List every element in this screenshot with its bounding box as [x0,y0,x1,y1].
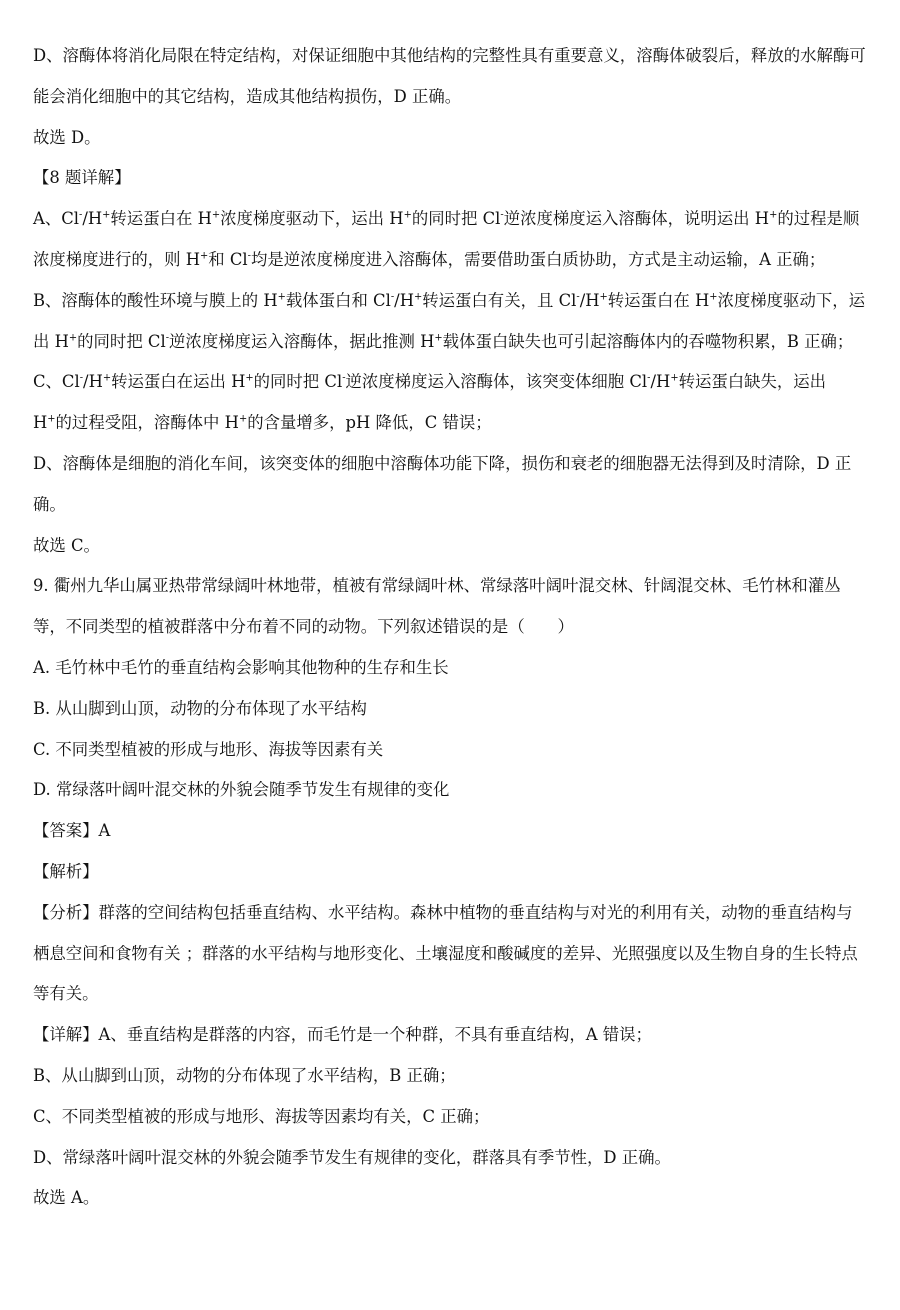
superscript: + [238,413,248,425]
text-run: 载体蛋白和 Cl [285,290,391,310]
superscript: - [342,372,346,384]
text-run: 【解析】 [33,861,99,881]
text-run: 的过程是顺浓度梯度进行的，则 H [33,209,860,269]
text-run: 故选 C。 [33,535,100,555]
superscript: - [500,209,504,221]
text-run: 均是逆浓度梯度进入溶酶体，需要借助蛋白质协助，方式是主动运输，A 正确； [251,249,826,269]
analysis-label [33,852,868,893]
text-run: C. 不同类型植被的形成与地形、海拔等因素有关 [33,739,384,759]
text-run: 转运蛋白缺失，运出 H [33,372,827,433]
superscript: + [68,332,78,344]
text-run: 逆浓度梯度运入溶酶体，据此推测 H [169,331,435,351]
text-run: 【分析】群落的空间结构包括垂直结构、水平结构。森林中植物的垂直结构与对光的利用有关，动物的垂直结构与栖息空间和食物有关 ；群落的水平结构与地形变化、土壤湿度和酸碱度的差异、光照强度以及生物自身的生长特点等有关。 [33,902,858,1004]
option-d [33,770,868,811]
text-run: 转运蛋白有关，且 Cl [422,290,577,310]
option-a [33,648,868,689]
paragraph [33,1056,868,1097]
superscript: - [390,291,395,303]
superscript: - [79,372,84,384]
paragraph [33,444,868,526]
text-run: 载体蛋白缺失也可引起溶酶体内的吞噬物积累，B 正确； [442,331,854,351]
superscript: + [709,291,718,303]
superscript: - [79,209,83,221]
superscript: + [200,250,209,262]
superscript: + [599,291,608,303]
superscript: + [102,372,112,384]
superscript: - [165,332,170,344]
text-run: 的同时把 Cl [253,372,343,392]
text-run: B、从山脚到山顶，动物的分布体现了水平结构，B 正确； [33,1065,456,1085]
paragraph [33,362,868,444]
superscript: + [434,332,443,344]
text-run: 逆浓度梯度运入溶酶体，该突变体细胞 Cl [345,372,648,392]
paragraph [33,281,868,363]
text-run: 【详解】A、垂直结构是群落的内容，而毛竹是一个种群，不具有垂直结构，A 错误； [33,1025,652,1045]
text-run: /H [650,372,671,392]
text-run: 浓度梯度驱动下，运出 H [220,209,404,229]
text-run: 【答案】A [33,821,111,841]
paragraph [33,36,868,118]
text-run: 转运蛋白在 H [607,290,710,310]
question-stem [33,566,868,648]
text-run: A、Cl [33,209,80,229]
superscript: + [245,372,254,384]
superscript: - [647,372,651,384]
text-run: D、溶酶体是细胞的消化车间，该突变体的细胞中溶酶体功能下降，损伤和衰老的细胞器无法得到及时清除，D 正确。 [33,453,852,514]
text-run: 【8 题详解】 [33,168,131,188]
text-run: D. 常绿落叶阔叶混交林的外貌会随季节发生有规律的变化 [33,780,450,800]
text-run: 和 Cl [208,249,248,269]
text-run: /H [579,290,600,310]
superscript: + [47,413,56,425]
paragraph [33,1138,868,1179]
text-run: 转运蛋白在运出 H [111,372,246,392]
option-c [33,730,868,771]
text-run: 浓度梯度驱动下，运出 H [33,290,866,351]
text-run: 的同时把 Cl [77,331,166,351]
paragraph [33,118,868,159]
text-run: 转运蛋白在 H [110,209,212,229]
superscript: + [769,209,778,221]
paragraph [33,1178,868,1219]
text-run: 故选 D。 [33,127,101,147]
text-run: B、溶酶体的酸性环境与膜上的 H [33,290,278,310]
superscript: + [403,209,412,221]
text-run: 9. 衢州九华山属亚热带常绿阔叶林地带，植被有常绿阔叶林、常绿落叶阔叶混交林、针阔混交林、毛竹林和灌丛等，不同类型的植被群落中分布着不同的动物。下列叙述错误的是（ ） [33,576,841,637]
paragraph [33,199,868,281]
text-run: A. 毛竹林中毛竹的垂直结构会影响其他物种的生存和生长 [33,657,449,677]
paragraph [33,526,868,567]
document-body [33,36,868,1219]
text-run: 的同时把 Cl [411,209,501,229]
superscript: - [247,250,251,262]
superscript: + [211,209,221,221]
text-run: C、Cl [33,372,80,392]
paragraph [33,1097,868,1138]
paragraph [33,893,868,1015]
superscript: - [576,291,580,303]
text-run: 逆浓度梯度运入溶酶体，说明运出 H [503,209,770,229]
text-run: /H [82,209,103,229]
answer-label [33,811,868,852]
superscript: + [102,209,111,221]
superscript: + [277,291,286,303]
text-run: D、溶酶体将消化局限在特定结构，对保证细胞中其他结构的完整性具有重要意义，溶酶体破裂后，释放的水解酶可能会消化细胞中的其它结构，造成其他结构损伤，D 正确。 [33,46,866,106]
section-heading [33,158,868,199]
option-b [33,689,868,730]
text-run: B. 从山脚到山顶，动物的分布体现了水平结构 [33,698,367,718]
superscript: + [414,291,423,303]
paragraph [33,1015,868,1056]
text-run: 故选 A。 [33,1188,100,1208]
text-run: C、不同类型植被的形成与地形、海拔等因素均有关，C 正确； [33,1106,490,1126]
text-run: D、常绿落叶阔叶混交林的外貌会随季节发生有规律的变化，群落具有季节性，D 正确。 [33,1147,671,1167]
text-run: /H [83,372,103,392]
text-run: 的过程受阻，溶酶体中 H [55,413,239,433]
text-run: /H [394,290,414,310]
superscript: + [670,372,679,384]
text-run: 的含量增多，pH 降低，C 错误； [247,413,492,433]
